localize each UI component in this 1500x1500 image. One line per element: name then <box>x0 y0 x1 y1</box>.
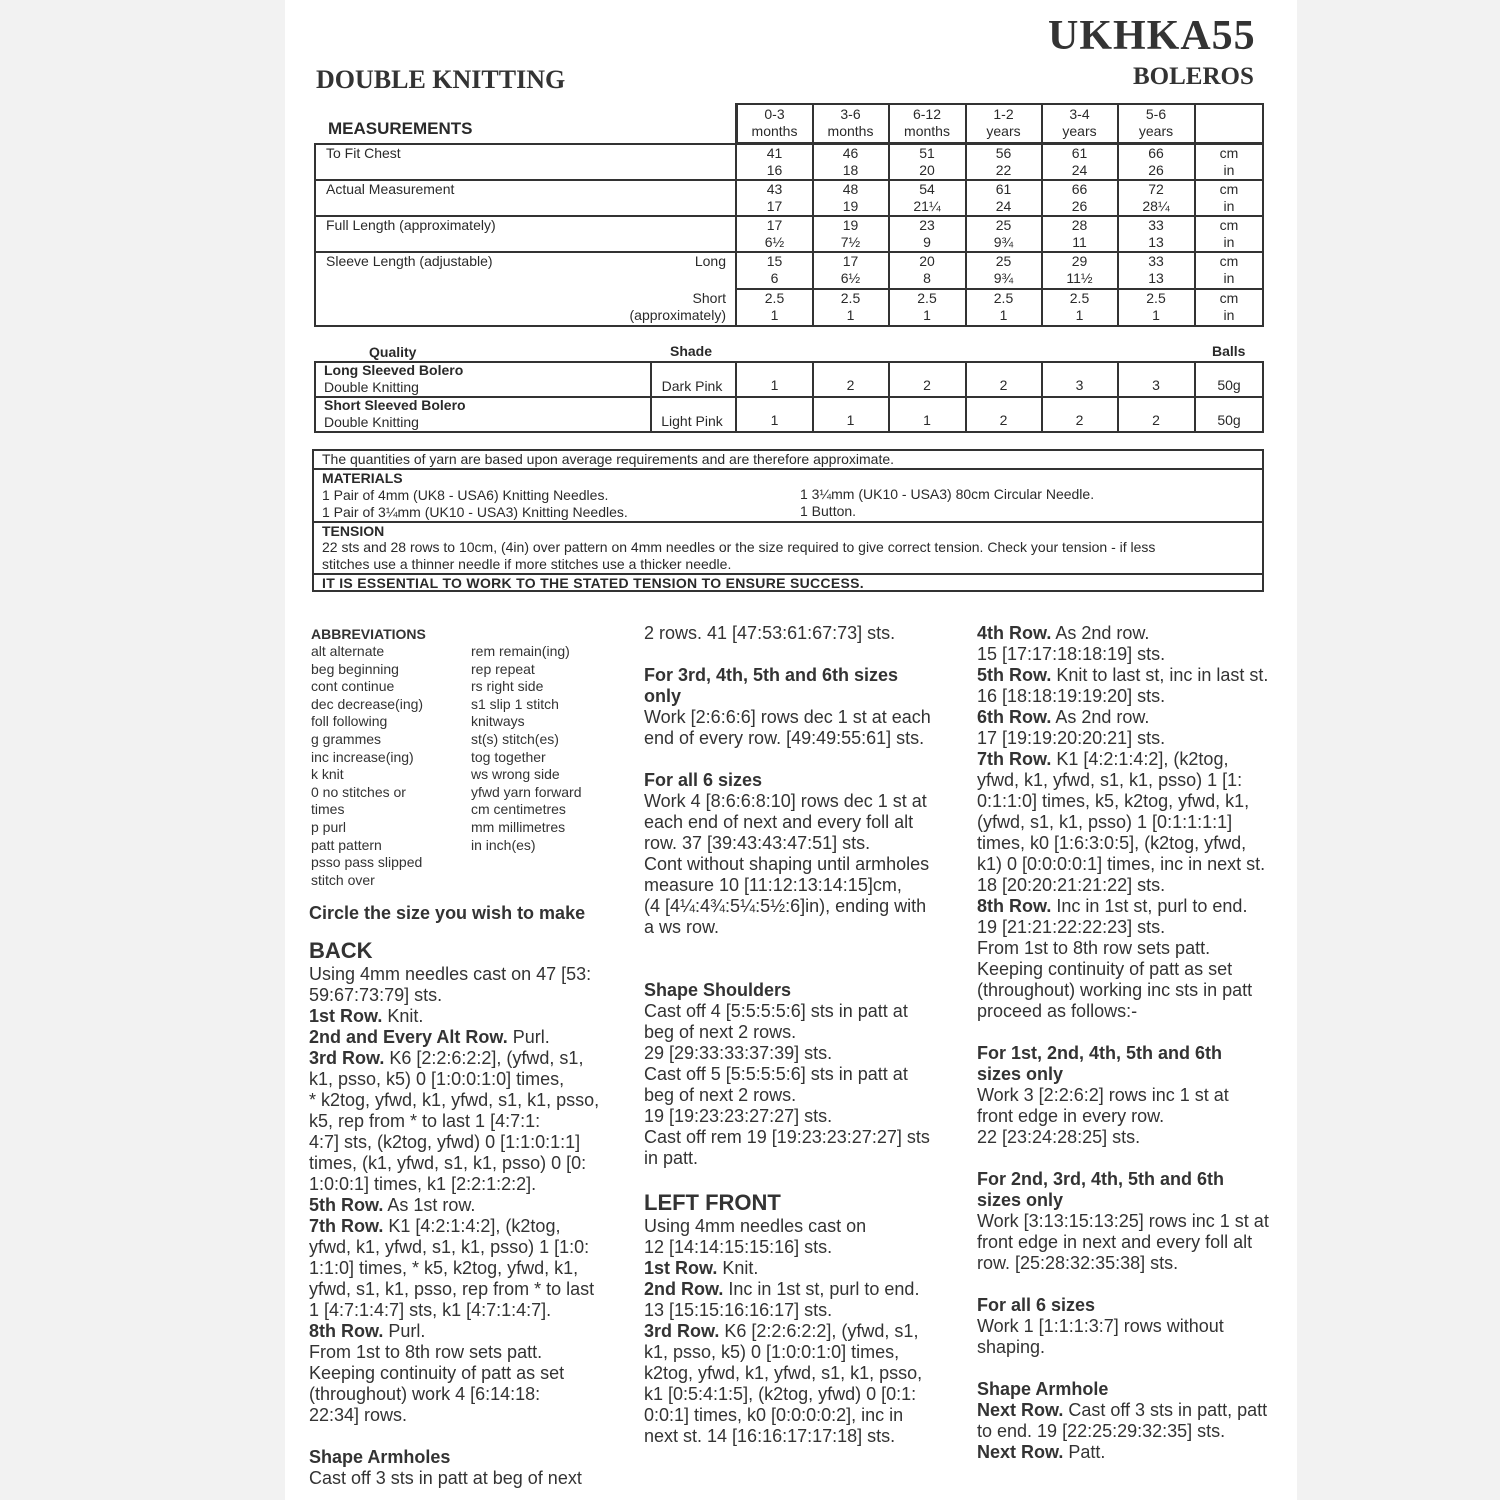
instruction-line: 19 [19:23:23:27:27] sts. <box>644 1106 833 1126</box>
instruction-line: 22 [23:24:28:25] sts. <box>977 1127 1141 1147</box>
ball-weight: 50g <box>1217 377 1241 393</box>
instruction-line: 13 [15:15:16:16:17] sts. <box>644 1300 833 1320</box>
instruction-line: proceed as follows:- <box>977 1001 1138 1021</box>
instruction-line: 1st Row. Knit. <box>309 1006 424 1026</box>
garment-name: Long Sleeved Bolero <box>324 362 464 378</box>
size-header: 5-6 years <box>1138 106 1174 139</box>
instruction-line: Cont without shaping until armholes <box>644 854 930 874</box>
material-item: 1 Pair of 4mm (UK8 - USA6) Knitting Needles. <box>322 487 609 503</box>
size-header: 6-12 months <box>904 106 950 139</box>
instruction-line: 0:1:1:0] times, k5, k2tog, yfwd, k1, <box>977 791 1250 811</box>
abbreviation-item: stitch over <box>311 871 375 888</box>
instruction-line: 8th Row. Purl. <box>309 1321 426 1341</box>
instruction-line: 5th Row. As 1st row. <box>309 1195 476 1215</box>
ball-count: 1 <box>770 412 779 428</box>
abbreviations-right <box>471 643 581 854</box>
instruction-line: (yfwd, s1, k1, psso) 1 [0:1:1:1:1] <box>977 812 1233 832</box>
tension-text: 22 sts and 28 rows to 10cm, (4in) over pattern on 4mm needles or the size required to give correct tension. Check your tension - if less <box>322 539 1156 555</box>
instruction-line: 17 [19:19:20:20:21] sts. <box>977 728 1166 748</box>
instruction-line: k1) 0 [0:0:0:0:1] times, inc in next st. <box>977 854 1266 874</box>
instruction-line: 4:7] sts, (k2tog, yfwd) 0 [1:1:0:1:1] <box>309 1132 581 1152</box>
tension-heading: TENSION <box>322 523 385 539</box>
column-2 <box>644 623 954 1447</box>
instruction-line: k2tog, yfwd, k1, yfwd, s1, k1, psso, <box>644 1363 923 1383</box>
instruction-line: 3rd Row. K6 [2:2:6:2:2], (yfwd, s1, <box>309 1048 584 1068</box>
size-header: 1-2 years <box>986 106 1021 139</box>
measurement-value: 66 26 <box>1148 145 1164 178</box>
ball-count: 2 <box>999 377 1008 393</box>
instruction-line: a ws row. <box>644 917 720 937</box>
subheading: sizes only <box>977 1190 1064 1210</box>
measurement-value: 15 6 <box>766 253 783 286</box>
subheading: For 1st, 2nd, 4th, 5th and 6th <box>977 1043 1223 1063</box>
unit-label: cm in <box>1219 290 1239 323</box>
subheading-shape-armholes: Shape Armholes <box>309 1447 451 1467</box>
unit-label: cm in <box>1219 181 1239 214</box>
instruction-line: times, k0 [1:6:3:0:5], (k2tog, yfwd, <box>977 833 1247 853</box>
measurement-value: 33 13 <box>1148 253 1164 286</box>
measurement-value: 28 11 <box>1071 217 1088 250</box>
subheading: For 2nd, 3rd, 4th, 5th and 6th <box>977 1169 1225 1189</box>
column-3 <box>977 623 1287 1463</box>
subheading: For all 6 sizes <box>977 1295 1096 1315</box>
ball-count: 1 <box>923 412 931 428</box>
instruction-line: (throughout) working inc sts in patt <box>977 980 1253 1000</box>
instruction-line: 8th Row. Inc in 1st st, purl to end. <box>977 896 1248 916</box>
measurement-label: Full Length (approximately) <box>326 217 496 233</box>
instruction-line: 19 [21:21:22:22:23] sts. <box>977 917 1166 937</box>
instruction-line: Next Row. Cast off 3 sts in patt, patt <box>977 1400 1268 1420</box>
subheading: sizes only <box>977 1064 1064 1084</box>
instruction-line: 1:1:0] times, * k5, k2tog, yfwd, k1, <box>309 1258 579 1278</box>
instruction-line: Work 4 [8:6:6:8:10] rows dec 1 st at <box>644 791 927 811</box>
measurement-value: 41 16 <box>766 145 783 178</box>
abbreviation-item: foll following <box>311 713 388 730</box>
instruction-line: next st. 14 [16:16:17:17:18] sts. <box>644 1426 896 1446</box>
instruction-line: 2 rows. 41 [47:53:61:67:73] sts. <box>644 623 896 643</box>
subheading: For all 6 sizes <box>644 770 763 790</box>
size-instruction: Circle the size you wish to make <box>309 903 586 923</box>
instruction-line: Using 4mm needles cast on 47 [53: <box>309 964 592 984</box>
instruction-line: 6th Row. As 2nd row. <box>977 707 1150 727</box>
measurement-value: 17 6½ <box>840 253 861 286</box>
instruction-line: Cast off 5 [5:5:5:5:6] sts in patt at <box>644 1064 908 1084</box>
shade-label: Shade <box>670 343 713 359</box>
measurement-value: 61 24 <box>995 181 1012 214</box>
measurement-sublabel: (approximately) <box>629 307 726 323</box>
instruction-line: times, (k1, yfwd, s1, k1, psso) 0 [0: <box>309 1153 587 1173</box>
instruction-line: Work [3:13:15:13:25] rows inc 1 st at <box>977 1211 1269 1231</box>
abbreviation-item: mm millimetres <box>471 818 566 835</box>
instruction-line: Next Row. Patt. <box>977 1442 1106 1462</box>
measurement-value: 25 9¾ <box>993 217 1014 250</box>
abbreviation-item: patt pattern <box>311 836 382 853</box>
measurement-value: 29 11½ <box>1066 253 1093 286</box>
unit-label: cm in <box>1219 217 1239 250</box>
instruction-line: yfwd, k1, yfwd, s1, k1, psso) 1 [1:0: <box>309 1237 590 1257</box>
material-item: 1 3¼mm (UK10 - USA3) 80cm Circular Needle. <box>800 486 1095 502</box>
measurement-value: 2.5 1 <box>1069 290 1090 323</box>
tension-text: stitches use a thinner needle if more stitches use a thicker needle. <box>322 556 732 572</box>
instruction-line: 59:67:73:79] sts. <box>309 985 443 1005</box>
instruction-line: * k2tog, yfwd, k1, yfwd, s1, k1, psso, <box>309 1090 600 1110</box>
abbreviation-item: dec decrease(ing) <box>311 695 424 712</box>
material-item: 1 Button. <box>800 503 857 519</box>
ball-count: 2 <box>923 377 931 393</box>
instruction-line: k5, rep from * to last 1 [4:7:1: <box>309 1111 541 1131</box>
abbreviation-item: psso pass slipped <box>311 854 423 871</box>
subheading-shape-shoulders: Shape Shoulders <box>644 980 792 1000</box>
ball-count: 2 <box>1075 412 1084 428</box>
ball-count: 1 <box>846 412 855 428</box>
instruction-line: From 1st to 8th row sets patt. <box>309 1342 543 1362</box>
garment-name: Short Sleeved Bolero <box>324 397 466 413</box>
ball-count: 3 <box>1075 377 1084 393</box>
abbreviation-item: tog together <box>471 748 546 765</box>
instruction-line: Work 3 [2:2:6:2] rows inc 1 st at <box>977 1085 1229 1105</box>
section-left-front: LEFT FRONT <box>644 1190 781 1215</box>
instruction-line: 5th Row. Knit to last st, inc in last st. <box>977 665 1269 685</box>
instruction-line: Cast off 4 [5:5:5:5:6] sts in patt at <box>644 1001 908 1021</box>
instruction-line: 2nd and Every Alt Row. Purl. <box>309 1027 550 1047</box>
instruction-line: in patt. <box>644 1148 699 1168</box>
abbreviation-item: times <box>311 801 345 818</box>
instruction-line: Cast off rem 19 [19:23:23:27:27] sts <box>644 1127 930 1147</box>
abbreviation-item: rs right side <box>471 678 544 695</box>
instruction-line: (4 [4¼:4¾:5¼:5½:6]in), ending with <box>644 896 927 916</box>
abbreviation-item: inc increase(ing) <box>311 748 414 765</box>
instruction-line: 7th Row. K1 [4:2:1:4:2], (k2tog, <box>977 749 1229 769</box>
yarn-quality: Double Knitting <box>324 379 419 395</box>
ball-weight: 50g <box>1217 412 1241 428</box>
measurement-value: 33 13 <box>1148 217 1164 250</box>
ball-count: 3 <box>1152 377 1160 393</box>
instruction-line: 3rd Row. K6 [2:2:6:2:2], (yfwd, s1, <box>644 1321 919 1341</box>
size-header: 0-3 months <box>751 106 798 139</box>
instruction-line: Cast off 3 sts in patt at beg of next <box>309 1468 582 1488</box>
instruction-line: 16 [18:18:19:19:20] sts. <box>977 686 1166 706</box>
tension-warning: IT IS ESSENTIAL TO WORK TO THE STATED TENSION TO ENSURE SUCCESS. <box>322 575 864 591</box>
measurement-value: 19 7½ <box>840 217 861 250</box>
instruction-line: row. 37 [39:43:43:47:51] sts. <box>644 833 871 853</box>
instruction-line: 12 [14:14:15:15:16] sts. <box>644 1237 833 1257</box>
instruction-line: beg of next 2 rows. <box>644 1085 797 1105</box>
instruction-line: 4th Row. As 2nd row. <box>977 623 1150 643</box>
abbreviation-item: rem remain(ing) <box>471 643 570 659</box>
measurement-value: 20 8 <box>919 253 935 286</box>
ball-count: 2 <box>846 377 855 393</box>
column-1 <box>309 903 619 1489</box>
abbreviation-item: beg beginning <box>311 660 399 677</box>
measurement-label: Sleeve Length (adjustable) <box>326 253 493 269</box>
ball-count: 2 <box>999 412 1008 428</box>
measurement-sublabel: Long <box>694 253 726 269</box>
instruction-line: each end of next and every foll alt <box>644 812 914 832</box>
size-header: 3-6 months <box>827 106 874 139</box>
abbreviation-item: g grammes <box>311 730 382 747</box>
abbreviation-item: in inch(es) <box>471 836 536 853</box>
abbreviation-item: st(s) stitch(es) <box>471 730 559 747</box>
instruction-line: k1, psso, k5) 0 [1:0:0:1:0] times, <box>309 1069 565 1089</box>
subheading: only <box>644 686 682 706</box>
measurement-value: 72 28¼ <box>1142 181 1170 214</box>
instruction-line: 22:34] rows. <box>309 1405 408 1425</box>
unit-label: cm in <box>1219 253 1239 286</box>
balls-label: Balls <box>1212 343 1246 359</box>
measurement-sublabel: Short <box>692 290 726 306</box>
measurement-value: 66 26 <box>1071 181 1088 214</box>
instruction-line: yfwd, s1, k1, psso, rep from * to last <box>309 1279 595 1299</box>
instruction-line: 1 [4:7:1:4:7] sts, k1 [4:7:1:4:7]. <box>309 1300 552 1320</box>
ball-count: 2 <box>1152 412 1160 428</box>
instruction-line: k1, psso, k5) 0 [1:0:0:1:0] times, <box>644 1342 900 1362</box>
instruction-line: Keeping continuity of patt as set <box>309 1363 565 1383</box>
instruction-line: 18 [20:20:21:21:22] sts. <box>977 875 1166 895</box>
abbreviations-left <box>311 643 423 889</box>
measurement-value: 2.5 1 <box>993 290 1014 323</box>
materials-heading: MATERIALS <box>322 470 403 486</box>
instruction-line: 7th Row. K1 [4:2:1:4:2], (k2tog, <box>309 1216 561 1236</box>
abbreviation-item: yfwd yarn forward <box>471 783 582 800</box>
pattern-code: UKHKA55 <box>1048 13 1256 59</box>
instruction-line: beg of next 2 rows. <box>644 1022 797 1042</box>
abbreviation-item: 0 no stitches or <box>311 783 406 800</box>
yarn-note: The quantities of yarn are based upon average requirements and are therefore approximate. <box>322 451 895 467</box>
section-back: BACK <box>309 938 373 963</box>
pattern-subtitle: BOLEROS <box>1133 63 1254 90</box>
abbreviation-item: alt alternate <box>311 643 385 659</box>
shade-name: Light Pink <box>661 413 723 429</box>
instruction-line: 29 [29:33:33:37:39] sts. <box>644 1043 833 1063</box>
row-divider <box>312 468 1264 470</box>
instruction-line: end of every row. [49:49:55:61] sts. <box>644 728 925 748</box>
instruction-line: Keeping continuity of patt as set <box>977 959 1233 979</box>
abbreviation-item: s1 slip 1 stitch <box>471 695 559 712</box>
measurement-value: 51 20 <box>919 145 935 178</box>
measurement-value: 2.5 1 <box>1146 290 1166 323</box>
measurements-heading: MEASUREMENTS <box>328 119 473 138</box>
measurement-value: 17 6½ <box>764 217 785 250</box>
abbreviation-item: rep repeat <box>471 660 535 677</box>
measurement-label: Actual Measurement <box>326 181 455 197</box>
materials-info <box>0 0 1500 600</box>
instruction-line: shaping. <box>977 1337 1046 1357</box>
measurement-value: 48 19 <box>842 181 859 214</box>
instruction-line: From 1st to 8th row sets patt. <box>977 938 1211 958</box>
instruction-line: 15 [17:17:18:18:19] sts. <box>977 644 1166 664</box>
abbreviation-item: ws wrong side <box>471 766 560 783</box>
unit-label: cm in <box>1219 145 1239 178</box>
row-divider <box>312 521 1264 523</box>
ball-count: 1 <box>770 377 779 393</box>
measurement-value: 2.5 1 <box>840 290 861 323</box>
instruction-line: 0:0:1] times, k0 [0:0:0:0:2], inc in <box>644 1405 904 1425</box>
abbreviations-heading: ABBREVIATIONS <box>311 626 426 642</box>
abbreviation-item: cont continue <box>311 678 395 695</box>
instruction-line: front edge in next and every foll alt <box>977 1232 1253 1252</box>
subheading-shape-armhole: Shape Armhole <box>977 1379 1109 1399</box>
material-item: 1 Pair of 3¼mm (UK10 - USA3) Knitting Needles. <box>322 504 628 520</box>
measurement-value: 43 17 <box>766 181 783 214</box>
yarn-quality: Double Knitting <box>324 414 419 430</box>
instruction-line: front edge in every row. <box>977 1106 1165 1126</box>
measurement-value: 2.5 1 <box>764 290 785 323</box>
quality-label: Quality <box>369 344 417 360</box>
instruction-line: k1 [0:5:4:1:5], (k2tog, yfwd) 0 [0:1: <box>644 1384 917 1404</box>
instruction-line: 1:0:0:1] times, k1 [2:2:1:2:2]. <box>309 1174 537 1194</box>
measurement-value: 23 9 <box>919 217 935 250</box>
abbreviation-item: cm centimetres <box>471 801 566 818</box>
abbreviation-item: knitways <box>471 713 525 730</box>
measurement-value: 25 9¾ <box>993 253 1014 286</box>
measurement-value: 56 22 <box>995 145 1012 178</box>
measurement-value: 54 21¼ <box>913 181 941 214</box>
measurement-label: To Fit Chest <box>326 145 401 161</box>
instruction-line: 2nd Row. Inc in 1st st, purl to end. <box>644 1279 920 1299</box>
abbreviation-item: p purl <box>311 818 347 835</box>
subheading: For 3rd, 4th, 5th and 6th sizes <box>644 665 899 685</box>
instruction-line: yfwd, k1, yfwd, s1, k1, psso) 1 [1: <box>977 770 1243 790</box>
measurement-value: 46 18 <box>842 145 859 178</box>
shade-name: Dark Pink <box>661 378 723 394</box>
measurement-value: 2.5 1 <box>917 290 937 323</box>
instruction-line: (throughout) work 4 [6:14:18: <box>309 1384 541 1404</box>
instruction-line: row. [25:28:32:35:38] sts. <box>977 1253 1179 1273</box>
instruction-line: to end. 19 [22:25:29:32:35] sts. <box>977 1421 1226 1441</box>
instruction-line: Using 4mm needles cast on <box>644 1216 867 1236</box>
instruction-line: measure 10 [11:12:13:14:15]cm, <box>644 875 902 895</box>
instruction-line: 1st Row. Knit. <box>644 1258 759 1278</box>
size-header: 3-4 years <box>1062 106 1097 139</box>
abbreviation-item: k knit <box>311 766 344 783</box>
measurement-value: 61 24 <box>1071 145 1088 178</box>
yarn-weight-title: DOUBLE KNITTING <box>316 65 566 94</box>
instruction-line: Work 1 [1:1:1:3:7] rows without <box>977 1316 1224 1336</box>
instruction-line: Work [2:6:6:6] rows dec 1 st at each <box>644 707 931 727</box>
